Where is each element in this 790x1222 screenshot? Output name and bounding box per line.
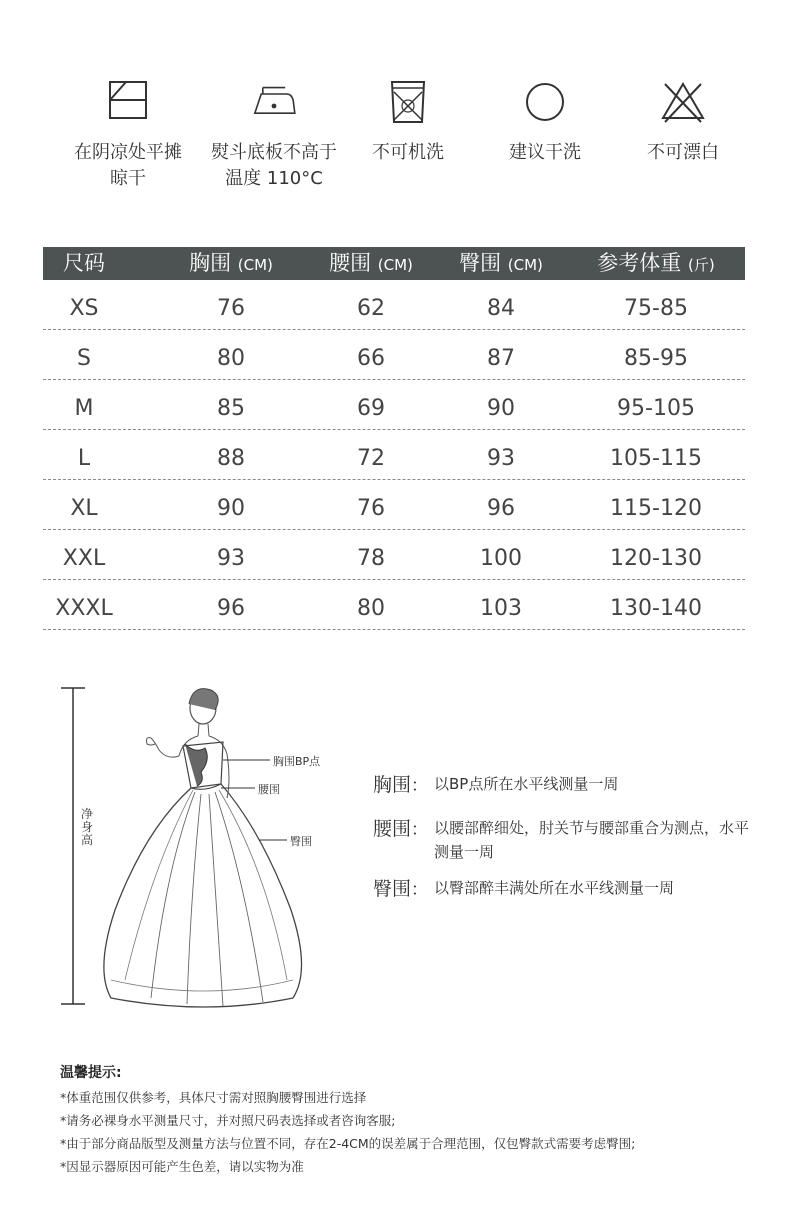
cell-hip: 103 bbox=[480, 596, 522, 621]
cell-size: M bbox=[74, 396, 94, 421]
cell-hip: 93 bbox=[487, 446, 515, 471]
cell-size: XL bbox=[70, 496, 98, 521]
table-row bbox=[43, 580, 745, 630]
care-label-iron: 熨斗底板不高于 温度 110°C bbox=[211, 142, 337, 189]
no-bleach-icon bbox=[659, 78, 707, 126]
note-title: 胸围： bbox=[373, 774, 429, 796]
dry-clean-icon bbox=[521, 78, 569, 126]
cell-weight: 130-140 bbox=[610, 596, 702, 621]
cell-waist: 69 bbox=[357, 396, 385, 421]
note-text: 以腰部醉细处，肘关节与腰部重合为测点，水平测量一周 bbox=[434, 819, 750, 861]
care-item-no-machine-wash bbox=[338, 78, 478, 166]
cell-weight: 115-120 bbox=[610, 496, 702, 521]
care-item-dry-flat bbox=[58, 78, 198, 192]
cell-size: S bbox=[77, 346, 91, 371]
cell-weight: 85-95 bbox=[624, 346, 688, 371]
no-machine-wash-icon bbox=[384, 78, 432, 126]
care-label-dry-clean: 建议干洗 bbox=[509, 142, 581, 163]
tip-item: *因显示器原因可能产生色差，请以实物为准 bbox=[60, 1159, 304, 1174]
note-title: 臀围： bbox=[373, 878, 429, 900]
cell-waist: 66 bbox=[357, 346, 385, 371]
cell-bust: 85 bbox=[217, 396, 245, 421]
cell-weight: 75-85 bbox=[624, 296, 688, 321]
cell-size: L bbox=[77, 446, 91, 471]
cell-hip: 100 bbox=[480, 546, 522, 571]
tip-item: *由于部分商品版型及测量方法与位置不同，存在2-4CM的误差属于合理范围，仅包臀款式需要考虑臀围; bbox=[60, 1136, 636, 1151]
header-size: 尺码 bbox=[63, 251, 105, 275]
note-bust bbox=[373, 772, 753, 796]
cell-waist: 80 bbox=[357, 596, 385, 621]
table-row bbox=[43, 530, 745, 580]
cell-hip: 84 bbox=[487, 296, 515, 321]
care-item-dry-clean bbox=[475, 78, 615, 166]
cell-waist: 62 bbox=[357, 296, 385, 321]
header-weight: 参考体重 (斤) bbox=[597, 251, 715, 275]
tip-item: *体重范围仅供参考，具体尺寸需对照胸腰臀围进行选择 bbox=[60, 1090, 367, 1105]
size-table bbox=[43, 247, 745, 630]
table-header bbox=[43, 247, 745, 280]
care-label-no-bleach: 不可漂白 bbox=[647, 142, 719, 163]
header-bust: 胸围 (CM) bbox=[189, 251, 273, 275]
measurement-notes bbox=[373, 772, 753, 912]
header-waist: 腰围 (CM) bbox=[329, 251, 413, 275]
tips-section bbox=[60, 1062, 760, 1178]
cell-weight: 105-115 bbox=[610, 446, 702, 471]
note-hip bbox=[373, 876, 753, 900]
note-waist bbox=[373, 816, 753, 864]
cell-waist: 72 bbox=[357, 446, 385, 471]
dress-figure-drawing bbox=[55, 680, 355, 1020]
cell-bust: 80 bbox=[217, 346, 245, 371]
cell-bust: 76 bbox=[217, 296, 245, 321]
cell-weight: 120-130 bbox=[610, 546, 702, 571]
measurement-illustration bbox=[55, 680, 355, 1020]
table-row bbox=[43, 430, 745, 480]
table-body bbox=[43, 280, 745, 630]
cell-size: XXL bbox=[62, 546, 106, 571]
iron-medium-icon bbox=[250, 78, 298, 126]
hip-pointer-label: 臀围 bbox=[290, 835, 312, 848]
care-label-dry-flat: 在阴凉处平摊 晾干 bbox=[74, 142, 182, 189]
cell-hip: 90 bbox=[487, 396, 515, 421]
note-title: 腰围： bbox=[373, 818, 429, 840]
cell-hip: 87 bbox=[487, 346, 515, 371]
bust-bp-label: 胸围BP点 bbox=[273, 755, 321, 768]
cell-waist: 76 bbox=[357, 496, 385, 521]
table-row bbox=[43, 330, 745, 380]
tip-item: *请务必裸身水平测量尺寸，并对照尺码表选择或者咨询客服; bbox=[60, 1113, 396, 1128]
cell-bust: 90 bbox=[217, 496, 245, 521]
table-row bbox=[43, 280, 745, 330]
care-label-no-machine-wash: 不可机洗 bbox=[372, 142, 444, 163]
table-row bbox=[43, 380, 745, 430]
cell-size: XXXL bbox=[55, 596, 113, 621]
care-instructions bbox=[0, 78, 790, 218]
height-label: 净身高 bbox=[80, 807, 93, 847]
dry-flat-shade-icon bbox=[104, 78, 152, 126]
cell-size: XS bbox=[69, 296, 99, 321]
note-text: 以臀部醉丰满处所在水平线测量一周 bbox=[434, 879, 675, 897]
header-hip: 臀围 (CM) bbox=[459, 251, 543, 275]
care-item-no-bleach bbox=[613, 78, 753, 166]
cell-waist: 78 bbox=[357, 546, 385, 571]
cell-weight: 95-105 bbox=[617, 396, 695, 421]
waist-pointer-label: 腰围 bbox=[258, 783, 280, 796]
tips-title: 温馨提示: bbox=[60, 1065, 122, 1081]
cell-bust: 96 bbox=[217, 596, 245, 621]
cell-hip: 96 bbox=[487, 496, 515, 521]
care-item-iron bbox=[204, 78, 344, 192]
cell-bust: 93 bbox=[217, 546, 245, 571]
cell-bust: 88 bbox=[217, 446, 245, 471]
note-text: 以BP点所在水平线测量一周 bbox=[434, 775, 619, 793]
table-row bbox=[43, 480, 745, 530]
